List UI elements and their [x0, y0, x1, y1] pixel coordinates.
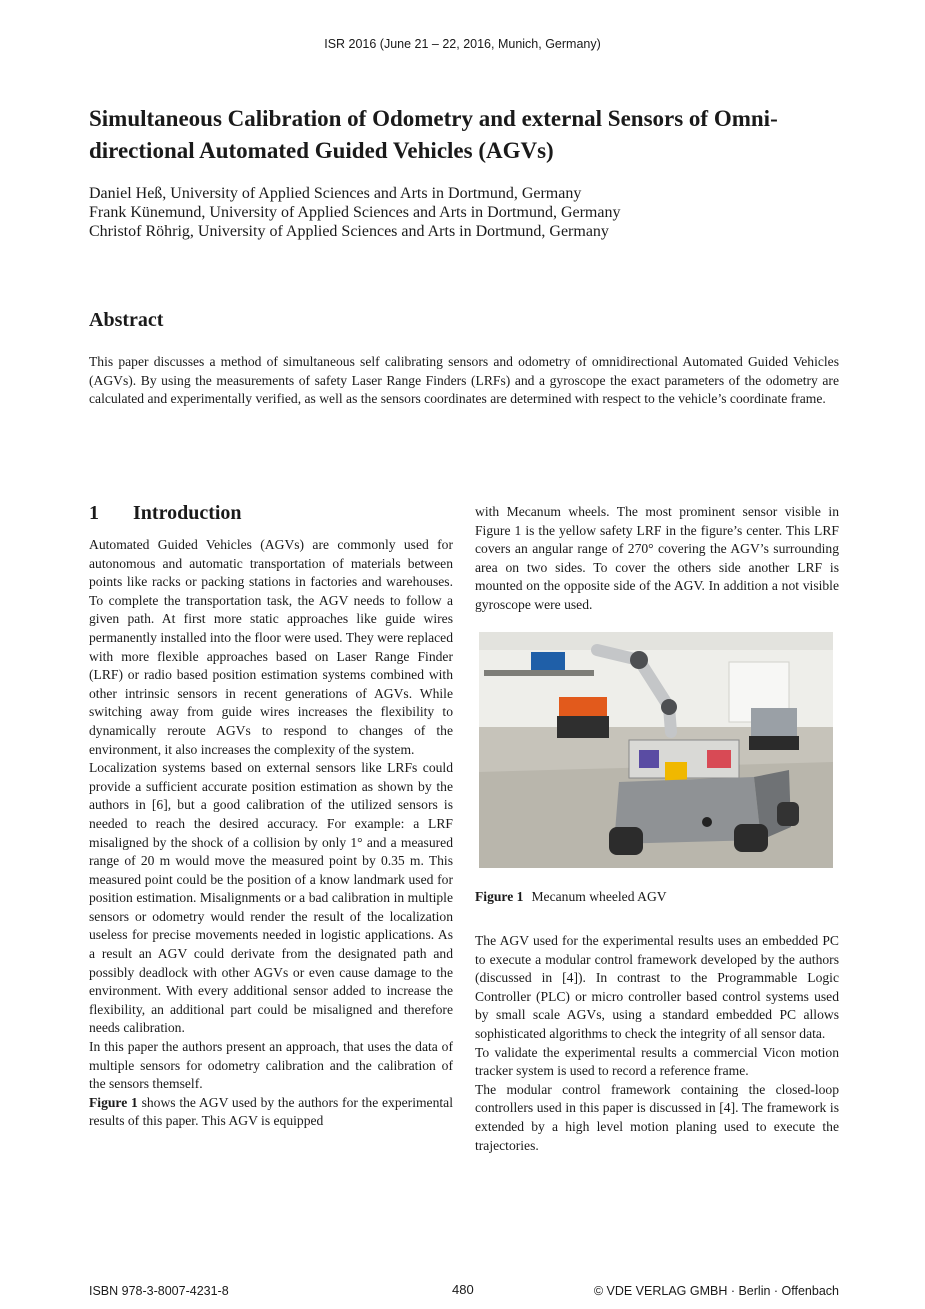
photo-grey-bin — [751, 708, 797, 738]
author-list — [89, 184, 849, 241]
photo-agv-display-left — [639, 750, 659, 768]
photo-shelf — [484, 670, 594, 676]
right-column-bottom — [475, 932, 839, 1155]
photo-agv-button — [702, 817, 712, 827]
title-line-2: directional Automated Guided Vehicles (AGVs) — [89, 138, 554, 163]
right-paragraph-3: The modular control framework containing the closed-loop controllers used in this paper is discussed in [4]. The framework is extended by a high level motion planing used to execute the trajectories. — [475, 1081, 839, 1153]
figure-caption — [475, 889, 667, 905]
right-column-top — [475, 503, 839, 615]
right-paragraph-1: The AGV used for the experimental results uses an embedded PC to execute a modular control framework developed by the authors (discussed in [4]). In contrast to the Programmable Logic Controller (PLC) or micro controller based control systems used by small scale AGVs, using a standard embedded PC allows sophisticated algorithms to check the integrity of all sensor data. — [475, 933, 839, 1041]
intro-paragraph-1: Automated Guided Vehicles (AGVs) are commonly used for autonomous and automatic transportation of materials between points like racks or packing stations in factories and warehouses. To complete the transportation task, the AGV needs to follow a given path. At first more static approaches like guide wires permanently installed into the floor were used. They were replaced with more flexible approaches based on Laser Range Finder (LRF) or radio based position estimation systems combined with other intrinsic sensors in recent generations of AGVs. While switching away from guide wires increases the flexibility to dynamically reroute AGVs to respond to changes of the environment, it also increases the complexity of the system. — [89, 537, 453, 757]
photo-ceiling-strip — [479, 632, 833, 650]
figure-label: Figure 1 — [475, 889, 524, 904]
photo-agv-wheel-front-right — [734, 824, 768, 852]
page-number: 480 — [452, 1282, 474, 1297]
figure-caption-text: Mecanum wheeled AGV — [531, 889, 667, 904]
photo-orange-robot-base — [557, 716, 609, 738]
photo-orange-robot — [559, 697, 607, 717]
footer-publisher: © VDE VERLAG GMBH · Berlin · Offenbach — [593, 1284, 839, 1298]
author-3: Christof Röhrig, University of Applied Sciences and Arts in Dortmund, Germany — [89, 223, 609, 240]
title-line-1: Simultaneous Calibration of Odometry and external Sensors of Omni- — [89, 106, 778, 131]
photo-agv-display-right — [707, 750, 731, 768]
figure-reference-sentence: shows the AGV used by the authors for the experimental results of this paper. This AGV is equipped — [89, 1094, 453, 1129]
photo-arm-joint-2 — [661, 699, 677, 715]
left-column — [89, 536, 453, 1131]
abstract-heading: Abstract — [89, 309, 164, 331]
right-paragraph-2: To validate the experimental results a commercial Vicon motion tracker system is used to record a reference frame. — [475, 1044, 839, 1079]
author-1: Daniel Heß, University of Applied Sciences and Arts in Dortmund, Germany — [89, 185, 582, 202]
agv-photo — [479, 632, 833, 868]
intro-paragraph-4 — [89, 1094, 453, 1131]
section-number: 1 — [89, 502, 99, 524]
intro-paragraph-2: Localization systems based on external sensors like LRFs could provide a sufficient accurate position estimation as shown by the authors in [6], but a good calibration of the utilized sensors is needed to reach the desired accuracy. For example: a LRF misaligned by the shock of a collision by only 1° and a measured range of 20 m would move the measured point by 0.35 m. This measured point could be the position of a know landmark used for position estimation. Misalignments or a bad calibration in multiple sensors or odometry would render the result of the localization useless for precise movements needed in logistic applications. As a result an AGV could derivate from the designated path and possibly deadlock with other AGVs or even cause damage to the environment. With every additional sensor added to increase the flexibility, an additional part could be misaligned and therefore needs calibration. — [89, 760, 453, 1036]
section-heading — [89, 502, 242, 525]
figure-reference: Figure 1 — [89, 1094, 138, 1110]
intro-paragraph-3: In this paper the authors present an approach, that uses the data of multiple sensors for odometry calibration and the calibration of the sensors themself. — [89, 1039, 453, 1092]
paper-title — [89, 103, 849, 167]
intro-paragraph-continued: with Mecanum wheels. The most prominent sensor visible in Figure 1 is the yellow safety LRF in the figure’s center. This LRF covers an angular range of 270° covering the AGV’s surrounding area on two sides. To cover the others side another LRF is mounted on the opposite side of the AGV. In addition a not visible gyroscope were used. — [475, 504, 839, 612]
photo-blue-bin — [531, 652, 565, 670]
photo-arm-joint — [630, 651, 648, 669]
section-title: Introduction — [133, 502, 242, 524]
abstract-text: This paper discusses a method of simultaneous self calibrating sensors and odometry of omnidirectional Automated Guided Vehicles (AGVs). By using the measurements of safety Laser Range Finders (LRFs) and a gyroscope the exact parameters of the odometry are calculated and experimentally verified, as well as the sensors coordinates are determined with respect to the vehicle’s coordinate frame. — [89, 354, 839, 407]
photo-grey-bin-base — [749, 736, 799, 750]
conference-header: ISR 2016 (June 21 – 22, 2016, Munich, Germany) — [324, 37, 601, 51]
photo-agv-wheel-back-right — [777, 802, 799, 826]
photo-agv-wheel-front-left — [609, 827, 643, 855]
author-2: Frank Künemund, University of Applied Sciences and Arts in Dortmund, Germany — [89, 204, 621, 221]
footer-isbn: ISBN 978-3-8007-4231-8 — [89, 1284, 229, 1298]
